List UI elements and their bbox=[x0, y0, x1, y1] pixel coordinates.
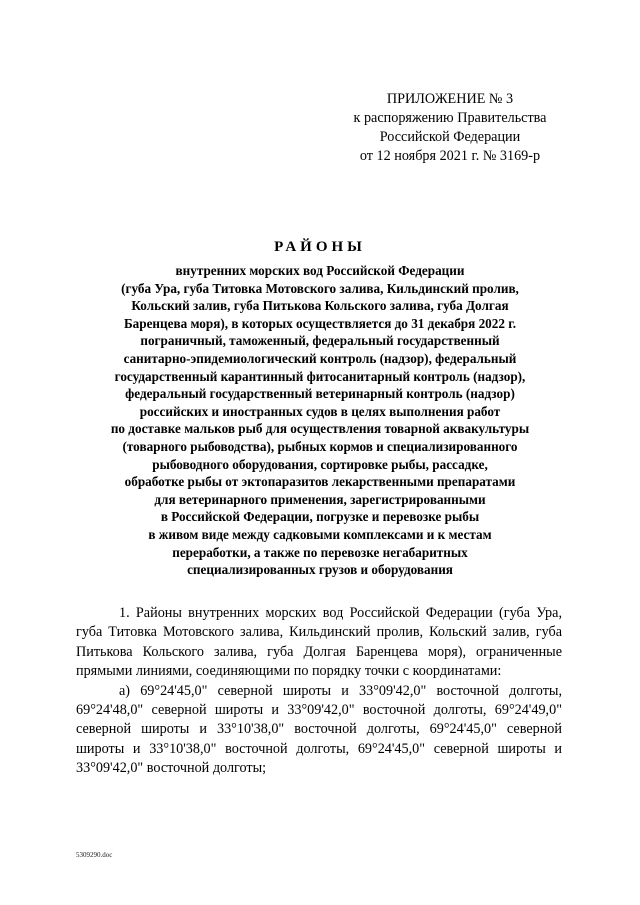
subtitle-line: российских и иностранных судов в целях выполнения работ bbox=[139, 403, 501, 419]
subtitle-line: в Российской Федерации, погрузке и перевозке рыбы bbox=[160, 509, 480, 525]
subtitle-line: Баренцева моря), в которых осуществляется до 31 декабря 2022 г. bbox=[123, 315, 517, 331]
document-subtitle bbox=[60, 262, 580, 579]
appendix-decree-line: к распоряжению Правительства bbox=[353, 110, 547, 126]
subtitle-line: по доставке мальков рыб для осуществления товарной аквакультуры bbox=[110, 421, 530, 437]
appendix-number: ПРИЛОЖЕНИЕ № 3 bbox=[386, 91, 514, 107]
appendix-header bbox=[340, 90, 560, 166]
document-title: РАЙОНЫ bbox=[274, 239, 366, 255]
subtitle-line: переработки, а также по перевозке негабаритных bbox=[172, 544, 468, 560]
appendix-government-line: Российской Федерации bbox=[379, 129, 521, 145]
subtitle-line: в живом виде между садковыми комплексами и к местам bbox=[148, 526, 492, 542]
subtitle-line: пограничный, таможенный, федеральный государственный bbox=[140, 333, 500, 349]
subtitle-line: обработке рыбы от эктопаразитов лекарственными препаратами bbox=[124, 474, 516, 490]
paragraph-1: 1. Районы внутренних морских вод Российской Федерации (губа Ура, губа Титовка Мотовского залива, Кильдинский пролив, Кольский залив, губа Питькова Кольского залива, губа Долгая Баренцева моря), ограниченные прямыми линиями, соединяющими по порядку точки с координатами: bbox=[76, 605, 562, 680]
subtitle-line: государственный карантинный фитосанитарный контроль (надзор), bbox=[114, 368, 526, 384]
subtitle-line: специализированных грузов и оборудования bbox=[187, 562, 453, 578]
subtitle-line: (товарного рыбоводства), рыбных кормов и специализированного bbox=[122, 438, 518, 454]
file-name-footer: 5309290.doc bbox=[76, 851, 113, 859]
subtitle-line: внутренних морских вод Российской Федерации bbox=[175, 263, 465, 278]
appendix-date-number: от 12 ноября 2021 г. № 3169-р bbox=[359, 148, 541, 164]
subtitle-line: (губа Ура, губа Титовка Мотовского залива, Кильдинский пролив, bbox=[121, 280, 519, 296]
subtitle-line: Кольский залив, губа Питькова Кольского залива, губа Долгая bbox=[131, 298, 509, 314]
document-body bbox=[76, 604, 562, 779]
subtitle-line: федеральный государственный ветеринарный контроль (надзор) bbox=[125, 386, 515, 402]
subtitle-line: санитарно-эпидемиологический контроль (надзор), федеральный bbox=[123, 350, 517, 366]
subtitle-line: для ветеринарного применения, зарегистрированными bbox=[154, 491, 486, 507]
subtitle-line: рыбоводного оборудования, сортировке рыбы, рассадке, bbox=[152, 456, 488, 472]
paragraph-1a-coordinates: а) 69°24'45,0" северной широты и 33°09'42,0" восточной долготы, 69°24'48,0" северной широты и 33°09'42,0" восточной долготы, 69°24'49,0" северной широты и 33°10'38,0" восточной долготы, 69°24'45,0" северной широты и 33°10'38,0" восточной долготы, 69°24'45,0" северной широты и 33°09'42,0" восточной долготы; bbox=[76, 682, 562, 777]
